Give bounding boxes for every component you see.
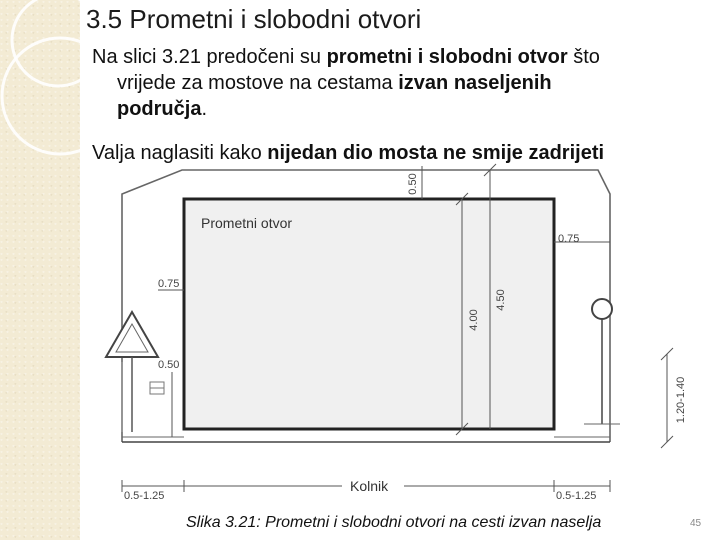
dim-bottom-right: 0.5-1.25 bbox=[556, 490, 597, 502]
dim-top: 0.50 bbox=[407, 173, 419, 195]
dim-left-bottom: 0.50 bbox=[158, 359, 180, 371]
dim-height-inner: 4.00 bbox=[468, 309, 480, 331]
dim-left-top: 0.75 bbox=[158, 278, 180, 290]
dim-right-top: 0.75 bbox=[558, 233, 580, 245]
traffic-opening-rect bbox=[184, 199, 554, 429]
dim-height-outer: 4.50 bbox=[495, 289, 507, 311]
figure-caption: Slika 3.21: Prometni i slobodni otvori na cesti izvan naselja bbox=[186, 514, 602, 531]
dim-bottom-left: 0.5-1.25 bbox=[124, 490, 165, 502]
slide-title: 3.5 Prometni i slobodni otvori bbox=[86, 4, 422, 34]
label-roadway: Kolnik bbox=[350, 478, 389, 494]
paragraph-1: Na slici 3.21 predočeni su prometni i slobodni otvor što vrijede za mostove na cestama izvan naseljenih područja. bbox=[92, 46, 600, 120]
page-number: 45 bbox=[690, 518, 702, 529]
signal-post-icon bbox=[592, 299, 612, 319]
paragraph-2: Valja naglasiti kako nijedan dio mosta ne smije zadrijeti bbox=[92, 142, 605, 164]
clearance-diagram bbox=[92, 162, 712, 512]
dim-right-side: 1.20-1.40 bbox=[675, 376, 687, 424]
label-traffic-opening: Prometni otvor bbox=[201, 215, 293, 231]
traffic-sign-icon bbox=[106, 312, 158, 357]
